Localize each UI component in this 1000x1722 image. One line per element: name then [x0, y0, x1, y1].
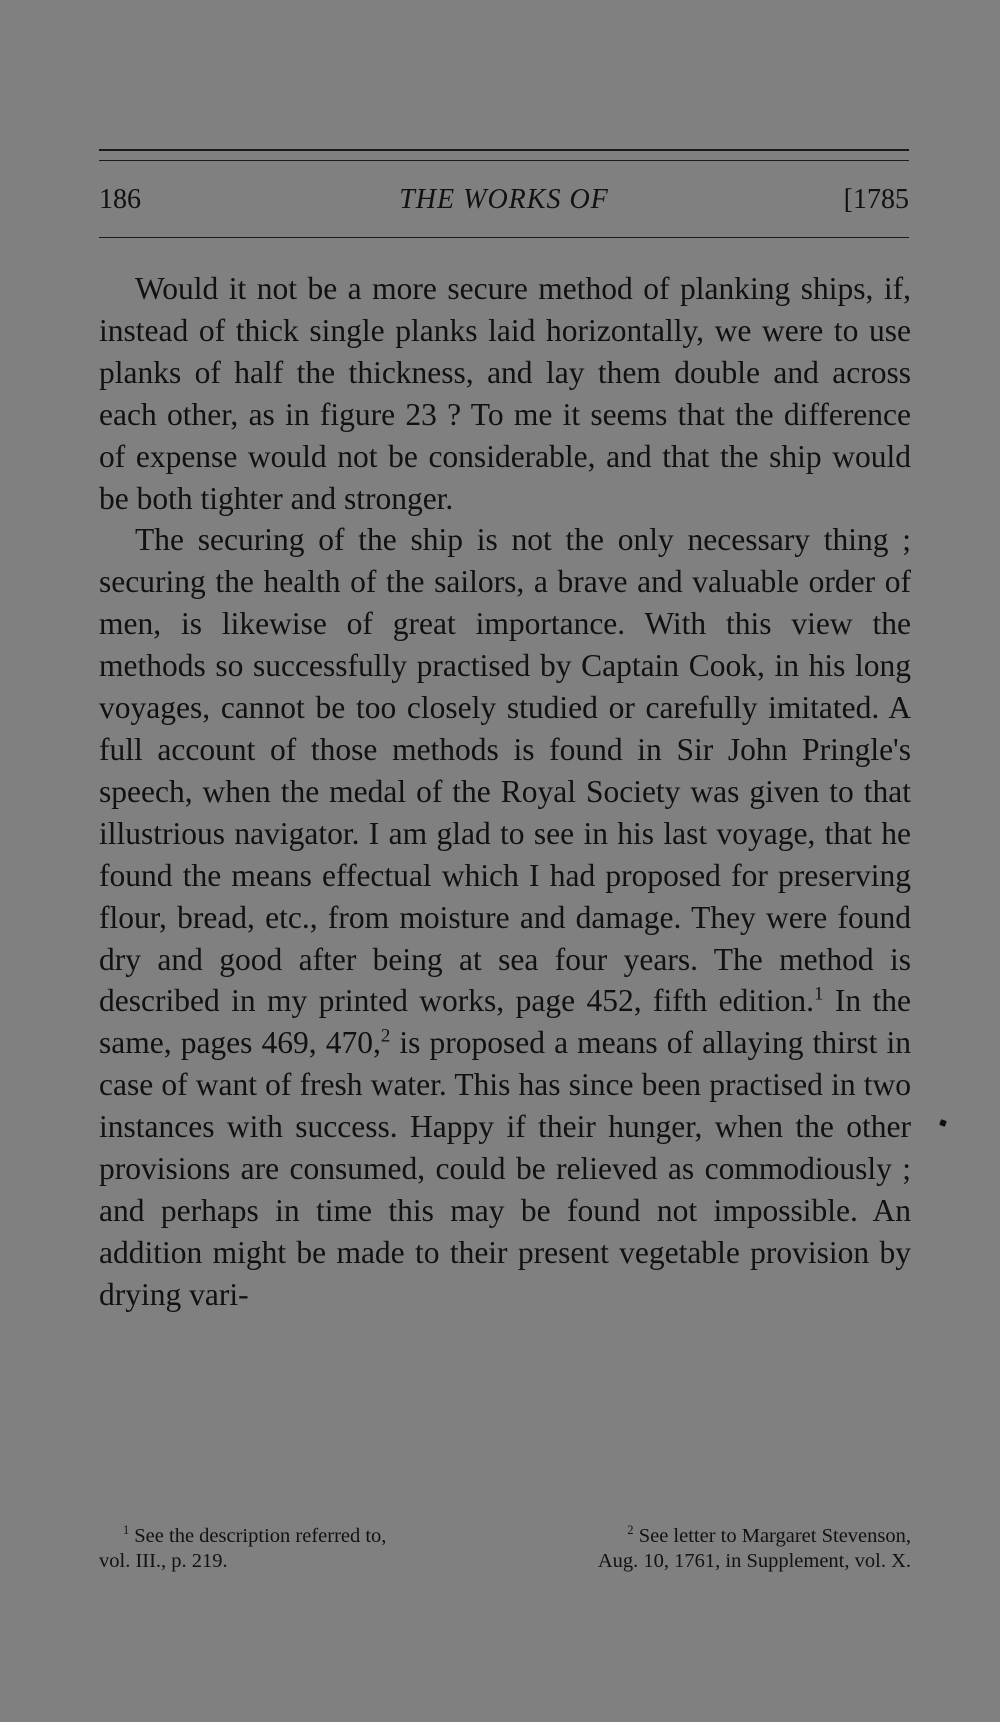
footnote-2-line-2: Aug. 10, 1761, in Supplement, vol. X.	[597, 1550, 911, 1572]
header-rule-top	[99, 149, 909, 151]
footnote-1-line-1: See the description referred to,	[134, 1525, 387, 1547]
paragraph-1: Would it not be a more secure method of planking ships, if, instead of thick single planks laid horizontally, we were to use planks of half the thickness, and lay them double and across each other, as in figure 23 ? To me it seems that the difference of expense would not be considerable, and that the ship would be both tighter and stronger.	[99, 271, 911, 516]
footnote-1-mark: 1	[123, 1523, 130, 1538]
margin-mark	[939, 1119, 947, 1127]
paragraph-2	[99, 519, 911, 1315]
footnote-1	[99, 1524, 499, 1574]
running-title: THE WORKS OF	[399, 184, 609, 215]
footnote-2-line-1: See letter to Margaret Stevenson,	[638, 1525, 911, 1547]
running-year: [1785	[843, 184, 909, 215]
paragraph-2-part-a: The securing of the ship is not the only necessary thing ; securing the health of the sailors, a brave and valuable order of men, is likewise of great importance. With this view the methods so successfully practised by Captain Cook, in his long voyages, cannot be too closely studied or carefully imitated. A full account of those methods is found in Sir John Pringle's speech, when the medal of the Royal Society was given to that illustrious navigator. I am glad to see in his last voyage, that he found the means effectual which I had proposed for preserving flour, bread, etc., from moisture and damage. They were found dry and good after being at sea four years. The method is described in my printed works, page 452, fifth edition.	[99, 522, 911, 1019]
header-rule-bottom	[99, 237, 909, 238]
paragraph-2-part-c: is proposed a means of allaying thirst in case of want of fresh water. This has since been practised in two instances with success. Happy if their hunger, when the other provisions are consumed, could be relieved as commodiously ; and perhaps in time this may be found not impossible. An addition might be made to their present vegetable provision by drying vari-	[99, 1025, 911, 1312]
footnote-2	[511, 1524, 911, 1574]
page-number: 186	[99, 184, 141, 215]
header-rule-second	[99, 160, 909, 161]
footnote-2-mark: 2	[627, 1523, 634, 1538]
footnote-ref-2: 2	[380, 1025, 391, 1047]
paragraph-2-part-b: In the same, pages 469, 470,	[99, 983, 911, 1061]
body-text	[99, 268, 911, 1316]
running-header	[99, 182, 909, 218]
footnote-1-line-2: vol. III., p. 219.	[99, 1550, 228, 1572]
footnote-ref-1: 1	[814, 983, 824, 1005]
